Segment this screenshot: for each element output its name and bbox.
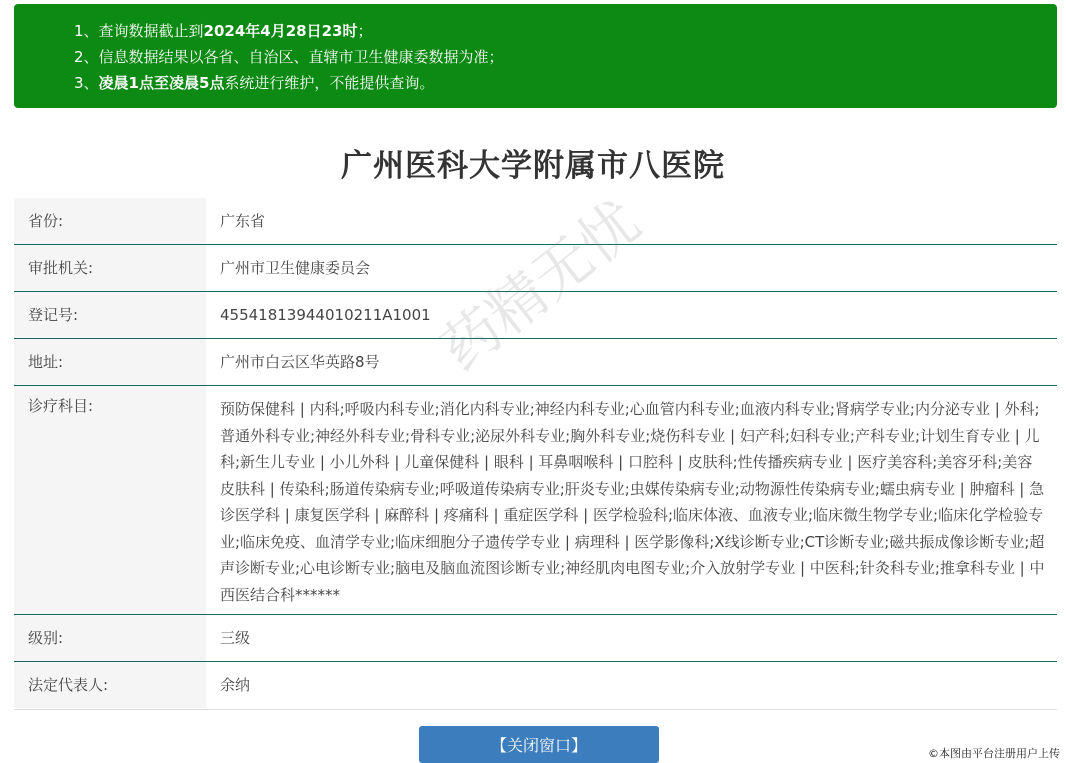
divider <box>14 709 1057 710</box>
table-row-address <box>14 339 1057 386</box>
field-label: 审批机关: <box>14 245 206 292</box>
table-row-authority <box>14 245 1057 292</box>
field-label: 诊疗科目: <box>14 386 206 615</box>
field-label: 登记号: <box>14 292 206 339</box>
table-row-legal-rep <box>14 662 1057 709</box>
field-value: 余纳 <box>220 676 251 694</box>
table-row-departments <box>14 386 1057 615</box>
notice-banner <box>14 4 1057 108</box>
field-value: 广州市卫生健康委员会 <box>220 259 371 277</box>
notice-line-3-post: 系统进行维护，不能提供查询。 <box>224 74 435 92</box>
notice-line-3-hours: 凌晨1点至凌晨5点 <box>98 74 225 92</box>
field-value: 预防保健科 | 内科;呼吸内科专业;消化内科专业;神经内科专业;心血管内科专业;血液内科专业;肾病学专业;内分泌专业 | 外科;普通外科专业;神经外科专业;骨科专业;泌尿外科专业;胸外科专业;烧伤科专业 | 妇产科;妇科专业;产科专业;计划生育专业 | 儿科;新生儿专业 | 小儿外科 | 儿童保健科 | 眼科 | 耳鼻咽喉科 | 口腔科 | 皮肤科;性传播疾病专业 | 医疗美容科;美容牙科;美容皮肤科 | 传染科;肠道传染病专业;呼吸道传染病专业;肝炎专业;虫媒传染病专业;动物源性传染病专业;蠕虫病专业 | 肿瘤科 | 急诊医学科 | 康复医学科 | 麻醉科 | 疼痛科 | 重症医学科 | 医学检验科;临床体液、血液专业;临床微生物学专业;临床化学检验专业;临床免疫、血清学专业;临床细胞分子遗传学专业 | 病理科 | 医学影像科;X线诊断专业;CT诊断专业;磁共振成像诊断专业;超声诊断专业;心电诊断专业;脑电及脑血流图诊断专业;神经肌肉电图专业;介入放射学专业 | 中医科;针灸科专业;推拿科专业 | 中西医结合科****** <box>220 400 1045 604</box>
field-label: 级别: <box>14 615 206 662</box>
field-value: 三级 <box>220 629 251 647</box>
field-value: 广东省 <box>220 212 266 230</box>
field-value: 45541813944010211A1001 <box>220 306 431 324</box>
notice-line-1-date: 2024年4月28日23时 <box>203 22 358 40</box>
copyright-note: ©本图由平台注册用户上传 <box>928 747 1060 760</box>
table-row-province <box>14 198 1057 245</box>
notice-line-1-post: ； <box>357 22 373 40</box>
close-window-button[interactable]: 【关闭窗口】 <box>419 726 659 763</box>
watermark: 药精无忧 <box>428 187 653 384</box>
notice-line-2: 2、信息数据结果以各省、自治区、直辖市卫生健康委数据为准； <box>74 48 504 66</box>
field-label: 法定代表人: <box>14 662 206 709</box>
table-row-level <box>14 615 1057 662</box>
field-label: 地址: <box>14 339 206 386</box>
field-value: 广州市白云区华英路8号 <box>220 353 380 371</box>
notice-line-3 <box>74 70 1057 96</box>
notice-line-1-pre: 1、查询数据截止到 <box>74 22 204 40</box>
field-label: 省份: <box>14 198 206 245</box>
page-title: 广州医科大学附属市八医院 <box>341 148 725 184</box>
table-row-registration <box>14 292 1057 339</box>
notice-line-1 <box>74 18 1057 44</box>
hospital-info-table <box>14 198 1057 708</box>
notice-line-3-pre: 3、 <box>74 74 99 92</box>
